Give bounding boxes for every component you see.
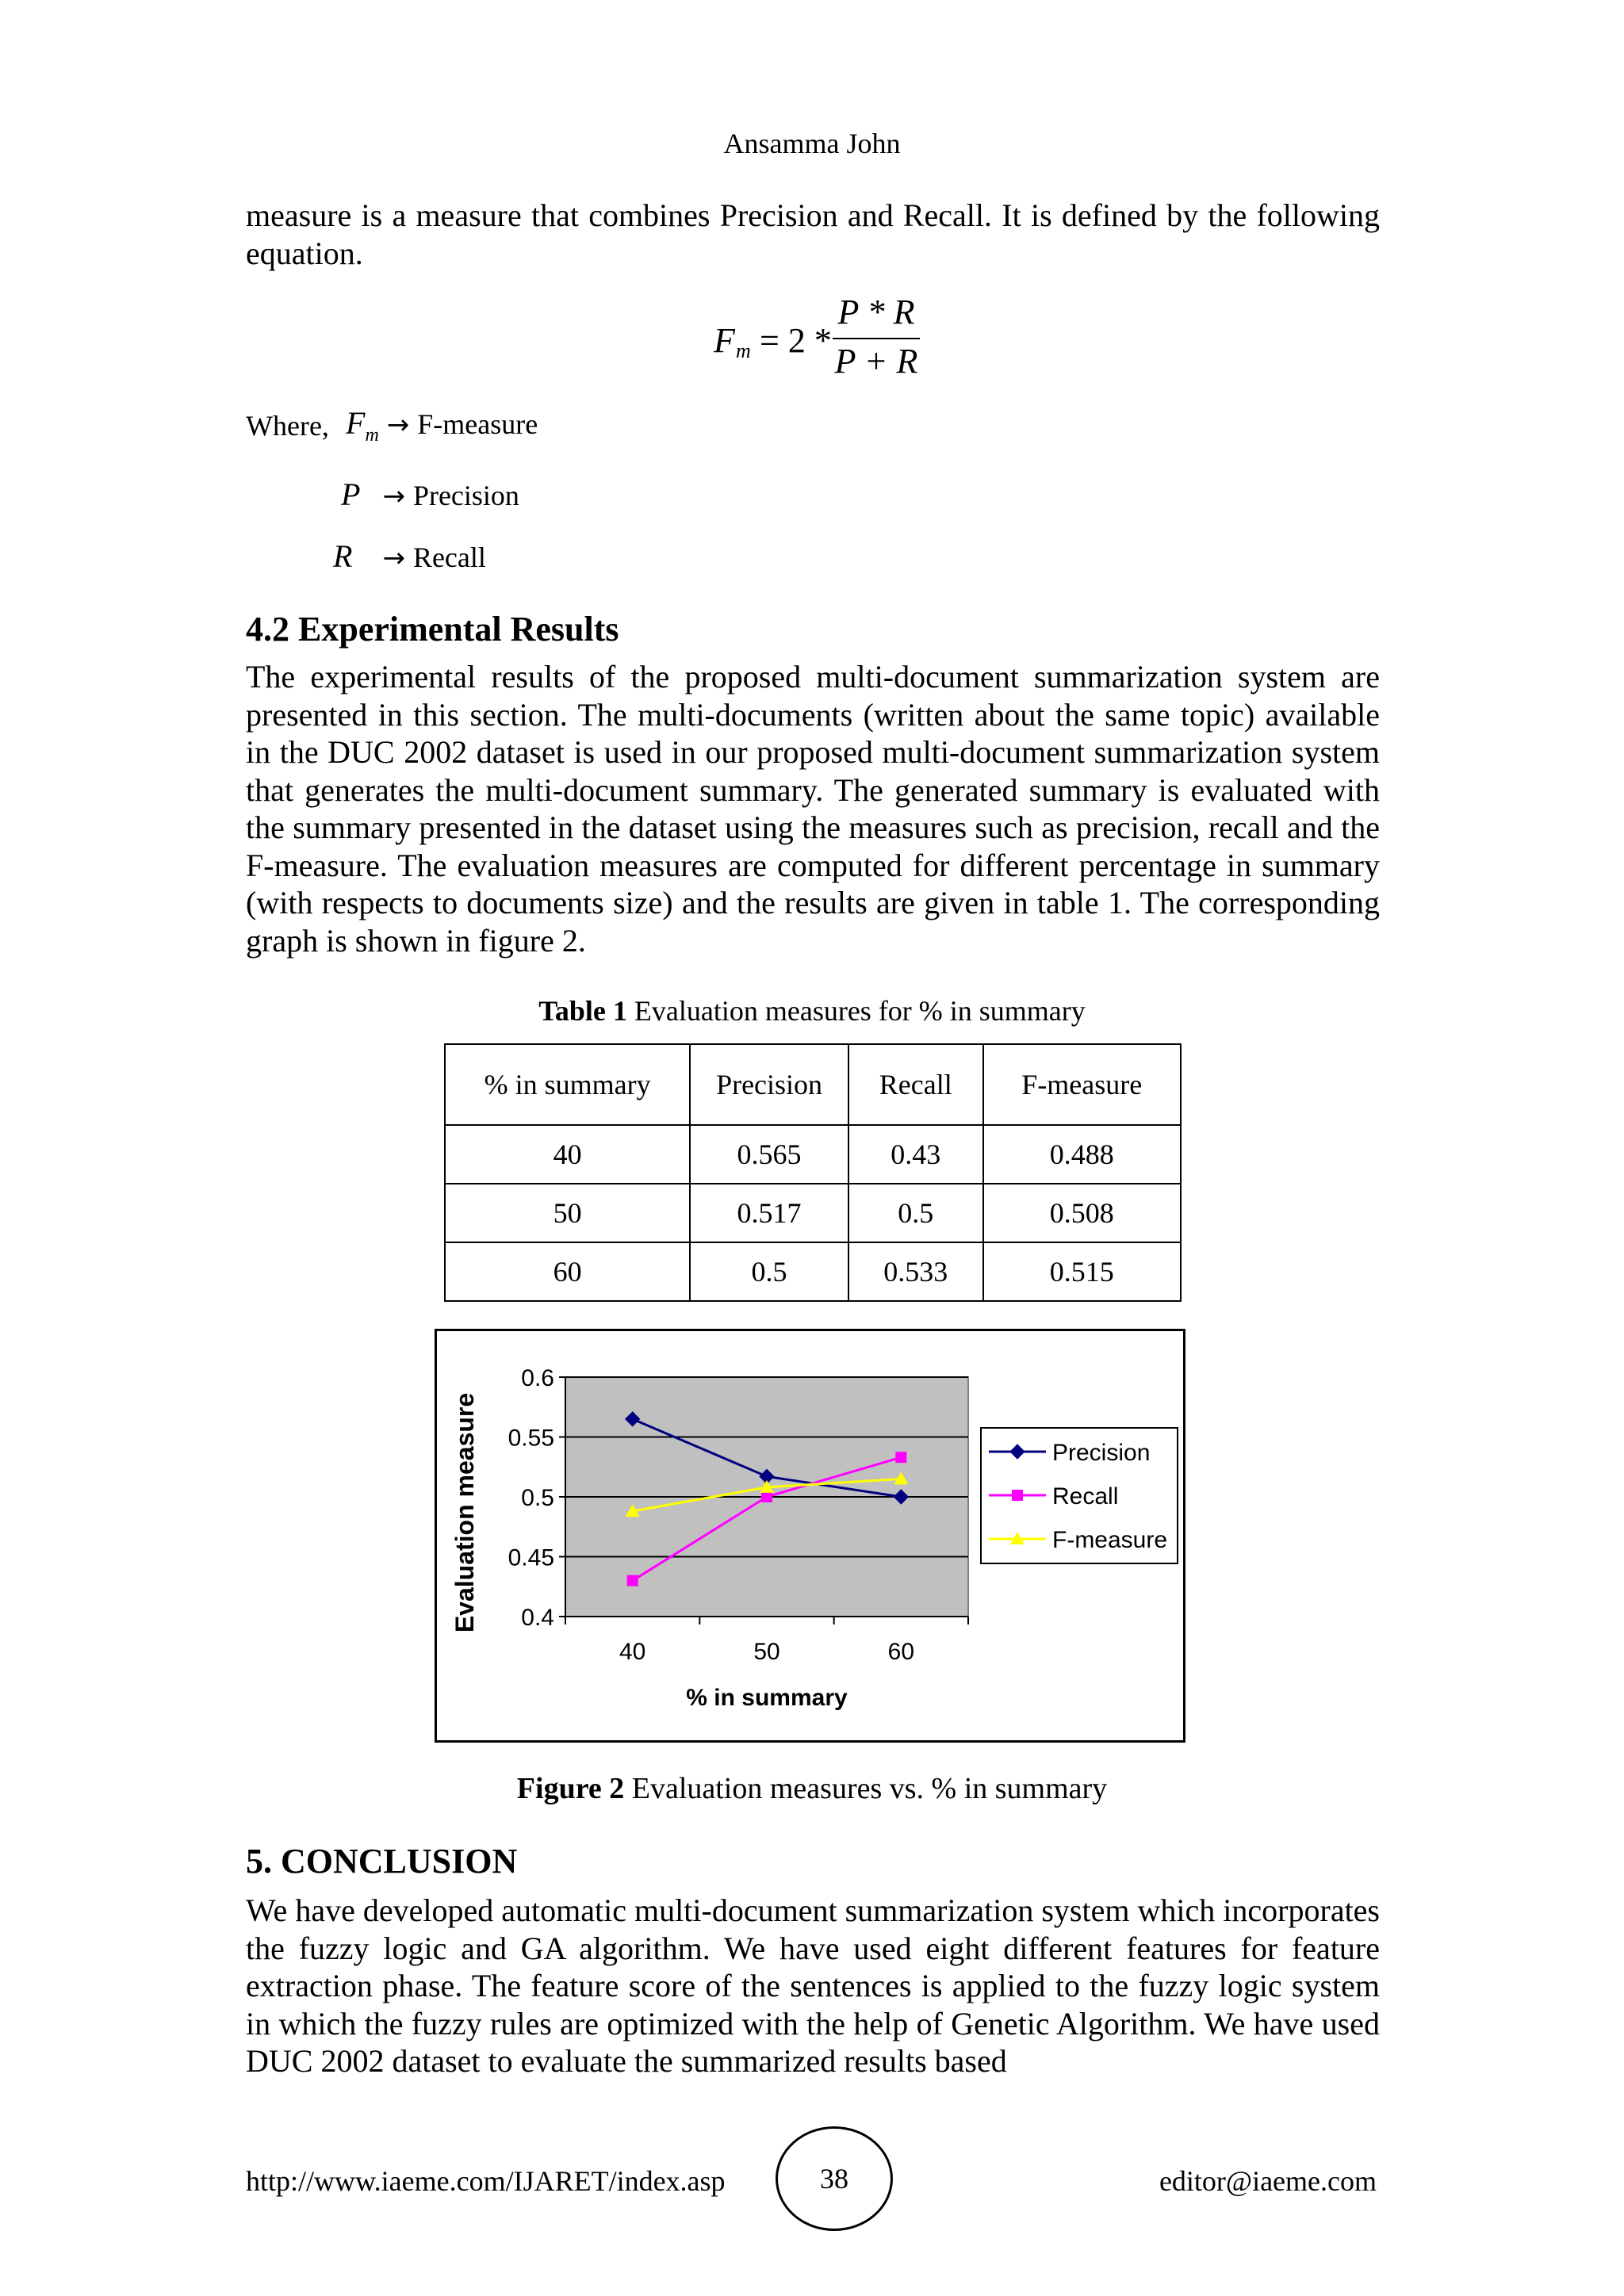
table-header-cell: F-measure	[983, 1044, 1181, 1125]
x-tick-label: 60	[887, 1639, 915, 1665]
formula-fraction-bar	[833, 338, 920, 339]
intro-text: measure is a measure that combines Precision and Recall. It is defined by the following equation.	[246, 197, 1380, 271]
where-label: Where,	[246, 410, 329, 442]
table-caption-label: Table 1	[538, 995, 627, 1027]
legend-marker	[1012, 1490, 1023, 1501]
table-cell: 0.5	[848, 1184, 983, 1242]
formula-lhs-symbol: F	[714, 321, 735, 360]
definition-item	[341, 476, 519, 513]
table-cell: 0.508	[983, 1184, 1181, 1242]
table-cell: 0.43	[848, 1125, 983, 1184]
x-tick-label: 40	[619, 1639, 646, 1665]
data-point-recall	[627, 1575, 638, 1586]
results-text: The experimental results of the proposed multi-document summarization system are presented in this section. The multi-documents (written about the same topic) available in the DUC 2002 dataset is used in our proposed multi-document summarization system that generates the multi-document summary. The generated summary is evaluated with the summary presented in the dataset using the measures such as precision, recall and the F-measure. The evaluation measures are computed for different percentage in summary (with respects to documents size) and the results are given in table 1. The corresponding graph is shown in figure 2.	[246, 659, 1380, 959]
x-tick-label: 50	[753, 1639, 780, 1665]
section-heading: 4.2 Experimental Results	[246, 610, 619, 649]
table-cell: 0.565	[690, 1125, 848, 1184]
table-header-cell: % in summary	[445, 1044, 690, 1125]
table-cell: 0.488	[983, 1125, 1181, 1184]
table-cell: 0.515	[983, 1242, 1181, 1301]
table-cell: 40	[445, 1125, 690, 1184]
results-paragraph	[246, 658, 1380, 959]
arrow-icon: →	[382, 480, 405, 512]
conclusion-paragraph	[246, 1892, 1380, 2080]
definition-subscript: m	[365, 425, 379, 446]
chart-svg	[437, 1331, 1183, 1740]
table-cell: 0.5	[690, 1242, 848, 1301]
table-row	[445, 1242, 1181, 1301]
table-header-cell: Precision	[690, 1044, 848, 1125]
definition-meaning: F-measure	[417, 408, 538, 440]
figure-2-chart	[435, 1329, 1185, 1743]
conclusion-text: We have developed automatic multi-document summarization system which incorporates the fuzzy logic and GA algorithm. We have used eight different features for feature extraction phase. The feature score of the sentences is applied to the fuzzy logic system in which the fuzzy rules are optimized with the help of Genetic Algorithm. We have used DUC 2002 dataset to evaluate the summarized results based	[246, 1892, 1380, 2079]
table-cell: 0.533	[848, 1242, 983, 1301]
table-cell: 60	[445, 1242, 690, 1301]
definition-symbol: R	[333, 538, 353, 574]
legend-label: F-measure	[1052, 1527, 1168, 1553]
y-axis-title: Evaluation measure	[450, 1392, 479, 1633]
table-row	[445, 1125, 1181, 1184]
table-caption-text: Evaluation measures for % in summary	[626, 995, 1086, 1027]
page-number: 38	[776, 2126, 893, 2231]
y-tick-label: 0.55	[508, 1425, 554, 1452]
figure-caption-text: Evaluation measures vs. % in summary	[624, 1772, 1108, 1805]
table-header-cell: Recall	[848, 1044, 983, 1125]
figure-caption-label: Figure 2	[516, 1772, 625, 1805]
table-header-row	[445, 1044, 1181, 1125]
f-measure-formula	[714, 292, 920, 387]
definition-meaning: Recall	[412, 541, 486, 573]
legend-label: Recall	[1052, 1483, 1119, 1510]
definitions-list	[246, 409, 329, 442]
y-tick-label: 0.6	[521, 1365, 554, 1391]
arrow-icon: →	[386, 409, 410, 441]
intro-paragraph	[246, 197, 1380, 272]
footer-url[interactable]: http://www.iaeme.com/IJARET/index.asp	[246, 2165, 726, 2197]
table-caption	[0, 994, 1624, 1027]
formula-equals: = 2 *	[760, 321, 832, 360]
definition-item	[333, 538, 486, 575]
footer-email[interactable]: editor@iaeme.com	[1159, 2165, 1377, 2197]
x-axis-title: % in summary	[686, 1685, 848, 1711]
figure-caption	[0, 1771, 1624, 1806]
section-heading: 5. CONCLUSION	[246, 1842, 518, 1881]
formula-lhs-subscript: m	[736, 339, 751, 362]
definition-item	[346, 404, 538, 446]
y-tick-label: 0.5	[521, 1485, 554, 1511]
formula-denominator: P + R	[834, 342, 918, 381]
definition-symbol: F	[346, 405, 366, 441]
running-header-author: Ansamma John	[723, 128, 901, 159]
y-tick-label: 0.45	[508, 1544, 554, 1571]
y-tick-label: 0.4	[521, 1605, 554, 1631]
table-row	[445, 1184, 1181, 1242]
table-cell: 0.517	[690, 1184, 848, 1242]
table-cell: 50	[445, 1184, 690, 1242]
arrow-icon: →	[382, 542, 405, 574]
definition-meaning: Precision	[412, 480, 519, 511]
evaluation-table	[444, 1043, 1182, 1302]
data-point-recall	[761, 1491, 772, 1502]
definition-symbol: P	[341, 476, 361, 512]
data-point-recall	[895, 1452, 906, 1463]
legend-label: Precision	[1052, 1440, 1151, 1466]
formula-numerator: P * R	[837, 293, 915, 331]
